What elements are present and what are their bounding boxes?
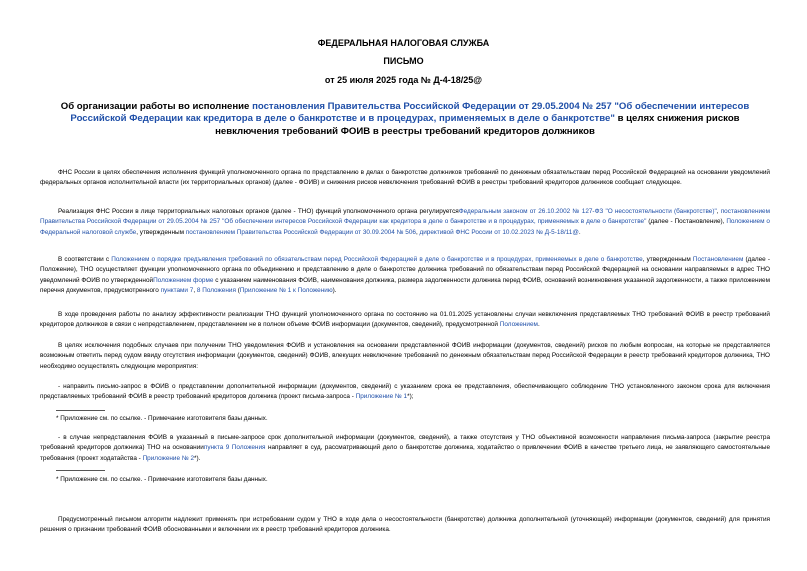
- procedure-text-6: (: [235, 287, 240, 295]
- appendix-2-link[interactable]: Приложение № 2: [142, 454, 195, 462]
- procedure-text-7: ).: [332, 287, 337, 295]
- item-9-link[interactable]: пункта 9 Положения: [203, 444, 266, 452]
- footnote-divider: [56, 470, 105, 471]
- regulation-form-link[interactable]: Положением форме: [153, 276, 214, 284]
- analysis-text-1: В ходе проведения работы по анализу эффективности реализации ТНО функций уполномоченного органа по состоянию на 01.01.2025 установлены случаи невключения представляемых ТНО требований ФОИВ в реестр требований кредиторов должников в связи с непредставлением, представлением не в полном объеме ФОИВ информации (документов, сведений), предусмотренной: [40, 311, 770, 329]
- fns-directive-link[interactable]: директивой ФНС России от 10.02.2023 № Д-5-18/11@: [419, 228, 579, 236]
- paragraph-request-letter: [40, 382, 770, 403]
- paragraph-algorithm: [40, 515, 770, 536]
- fns-regulation-link[interactable]: Положением о Федеральной налоговой службе: [40, 218, 770, 236]
- document-date-number: от 25 июля 2025 года № Д-4-18/25@: [324, 75, 483, 85]
- federal-law-127-link[interactable]: Федеральным законом от 26.10.2002 № 127-ФЗ "О несостоятельности (банкротстве)": [458, 208, 717, 215]
- footnote-1: * Приложение см. по ссылке. - Примечание изготовителя базы данных.: [56, 415, 268, 422]
- procedure-regulation-link[interactable]: Положением о порядке предъявления требований по обязательствам перед Российской Федерацией в деле о банкротстве и в процедурах, применяемых в деле о банкротстве: [111, 256, 643, 263]
- appendix-1-link[interactable]: Приложение № 1: [355, 393, 408, 401]
- algorithm-text: Предусмотренный письмом алгоритм надлежит применять при истребовании судом у ТНО в ходе дела о несостоятельности (банкротстве) должника дополнительной (уточняющей) информации (документов, сведений) для принятия решения о признании требований ФОИВ обоснованными и включении их в реестр требований кредиторов должника.: [40, 516, 770, 534]
- intro-text: ФНС России в целях обеспечения исполнения функций уполномоченного органа по представлению в делах о банкротстве должников требований по денежным обязательствам перед Российской Федерацией на основании уведомлений федеральных органов исполнительной власти (их территориальных органов) (далее - ФОИВ) и снижения рисков невключения требований ФОИВ в реестры требований кредиторов должников сообщает следующее.: [40, 169, 770, 187]
- item-8-link[interactable]: 8 Положения: [196, 287, 236, 295]
- footnote-divider: [56, 410, 105, 411]
- regulation-text-3: (далее - Постановление),: [646, 218, 727, 226]
- paragraph-regulation: [40, 207, 770, 238]
- regulation-text-6: .: [578, 228, 581, 236]
- request-letter-text-2: *);: [407, 393, 414, 401]
- regulation-text-5: ,: [415, 228, 420, 236]
- procedure-text-4: с указанием наименования ФОИВ, наименования должника, размера задолженности должника перед ФОИВ, оснований возникновения указанной задолженности, а также приложением перечня документов, предусмотренного: [40, 276, 770, 295]
- request-letter-text-1: - направить письмо-запрос в ФОИВ о представлении дополнительной информации (документов, сведений) с указанием срока ее представления, обеспечивающего соблюдение ТНО установленного законом срока для включения представляемых требований ФОИВ в реестр требований кредиторов должника (проект письма-запроса -: [40, 383, 770, 401]
- item-7-link[interactable]: пунктами 7: [160, 287, 194, 295]
- court-motion-text-2: направляет в суд, рассматривающий дело о банкротстве должника, ходатайство о привлечении ФОИВ в качестве третьего лица, не заявляющего самостоятельные требования (проект ходатайства -: [40, 444, 771, 462]
- regulation-text-2: ,: [716, 208, 721, 215]
- title-suffix: в целях снижения рисков невключения требований ФОИВ в реестры требований кредиторов должников: [215, 113, 740, 137]
- footnote-2: * Приложение см. по ссылке. - Примечание изготовителя базы данных.: [56, 476, 268, 483]
- procedure-text-1: В соответствии с: [58, 256, 112, 263]
- paragraph-court-motion: [40, 433, 770, 464]
- regulation-link[interactable]: Положением: [499, 321, 538, 329]
- document-title: [50, 101, 760, 138]
- regulation-text-1: Реализация ФНС России в лице территориальных налоговых органов (далее - ТНО) функций уполномоченного органа регулируется: [58, 208, 459, 215]
- procedure-text-5: ,: [193, 287, 197, 295]
- measures-text: В целях исключения подобных случаев при получении ТНО уведомления ФОИВ и установления на основании представленной ФОИВ информации (документов, сведений) рисков по любым вопросам, на которые не представляется возможным ответить перед судом ввиду отсутствия информации (документов, сведений) ФОИВ, влекущих невключение требований по денежным обязательствам перед Российской Федерации в реестр требований кредиторов должника, ТНО необходимо осуществлять следующие мероприятия:: [40, 342, 770, 370]
- procedure-text-3: (далее - Положение), ТНО осуществляет функции уполномоченного органа по объединению и представлению в деле о банкротстве должника требований по обязательствам перед Российской Федерацией на основании направляемых в адрес ТНО уведомлений ФОИВ по утвержденной: [40, 256, 771, 284]
- paragraph-analysis: [40, 310, 770, 331]
- title-prefix: Об организации работы во исполнение: [60, 101, 253, 112]
- court-motion-text-3: *).: [194, 454, 201, 462]
- procedure-text-2: , утвержденным: [642, 256, 693, 263]
- decree-257-link[interactable]: постановлением Правительства Российской Федерации от 29.05.2004 № 257 "Об обеспечении интересов Российской Федерации как кредитора в деле о банкротстве и в процедурах, применяемых в деле о банкротстве": [40, 208, 770, 226]
- title-decree-link[interactable]: постановления Правительства Российской Федерации от 29.05.2004 № 257 "Об обеспечении интересов Российской Федерации как кредитора в деле о банкротстве и в процедурах, применяемых в деле о банкротстве": [70, 101, 750, 125]
- document-type: ПИСЬМО: [383, 56, 424, 66]
- paragraph-intro: [40, 168, 770, 189]
- appendix-1-regulation-link[interactable]: Приложение № 1 к Положению: [239, 287, 333, 295]
- decree-506-link[interactable]: постановлением Правительства Российской Федерации от 30.09.2004 № 506: [185, 228, 416, 236]
- analysis-text-2: .: [537, 321, 540, 329]
- agency-name: ФЕДЕРАЛЬНАЯ НАЛОГОВАЯ СЛУЖБА: [317, 38, 490, 48]
- paragraph-procedure: [40, 255, 770, 297]
- court-motion-text-1: - в случае непредставления ФОИВ в указанный в письме-запросе срок дополнительной информации (документов, сведений), а также отсутствия у ТНО объективной возможности направления письма-запроса (закрытие реестра требований кредиторов должника) ТНО на основании: [40, 434, 770, 452]
- regulation-text-4: , утвержденным: [136, 228, 186, 236]
- postanovlenie-link[interactable]: Постановлением: [692, 256, 744, 263]
- paragraph-measures: [40, 341, 770, 372]
